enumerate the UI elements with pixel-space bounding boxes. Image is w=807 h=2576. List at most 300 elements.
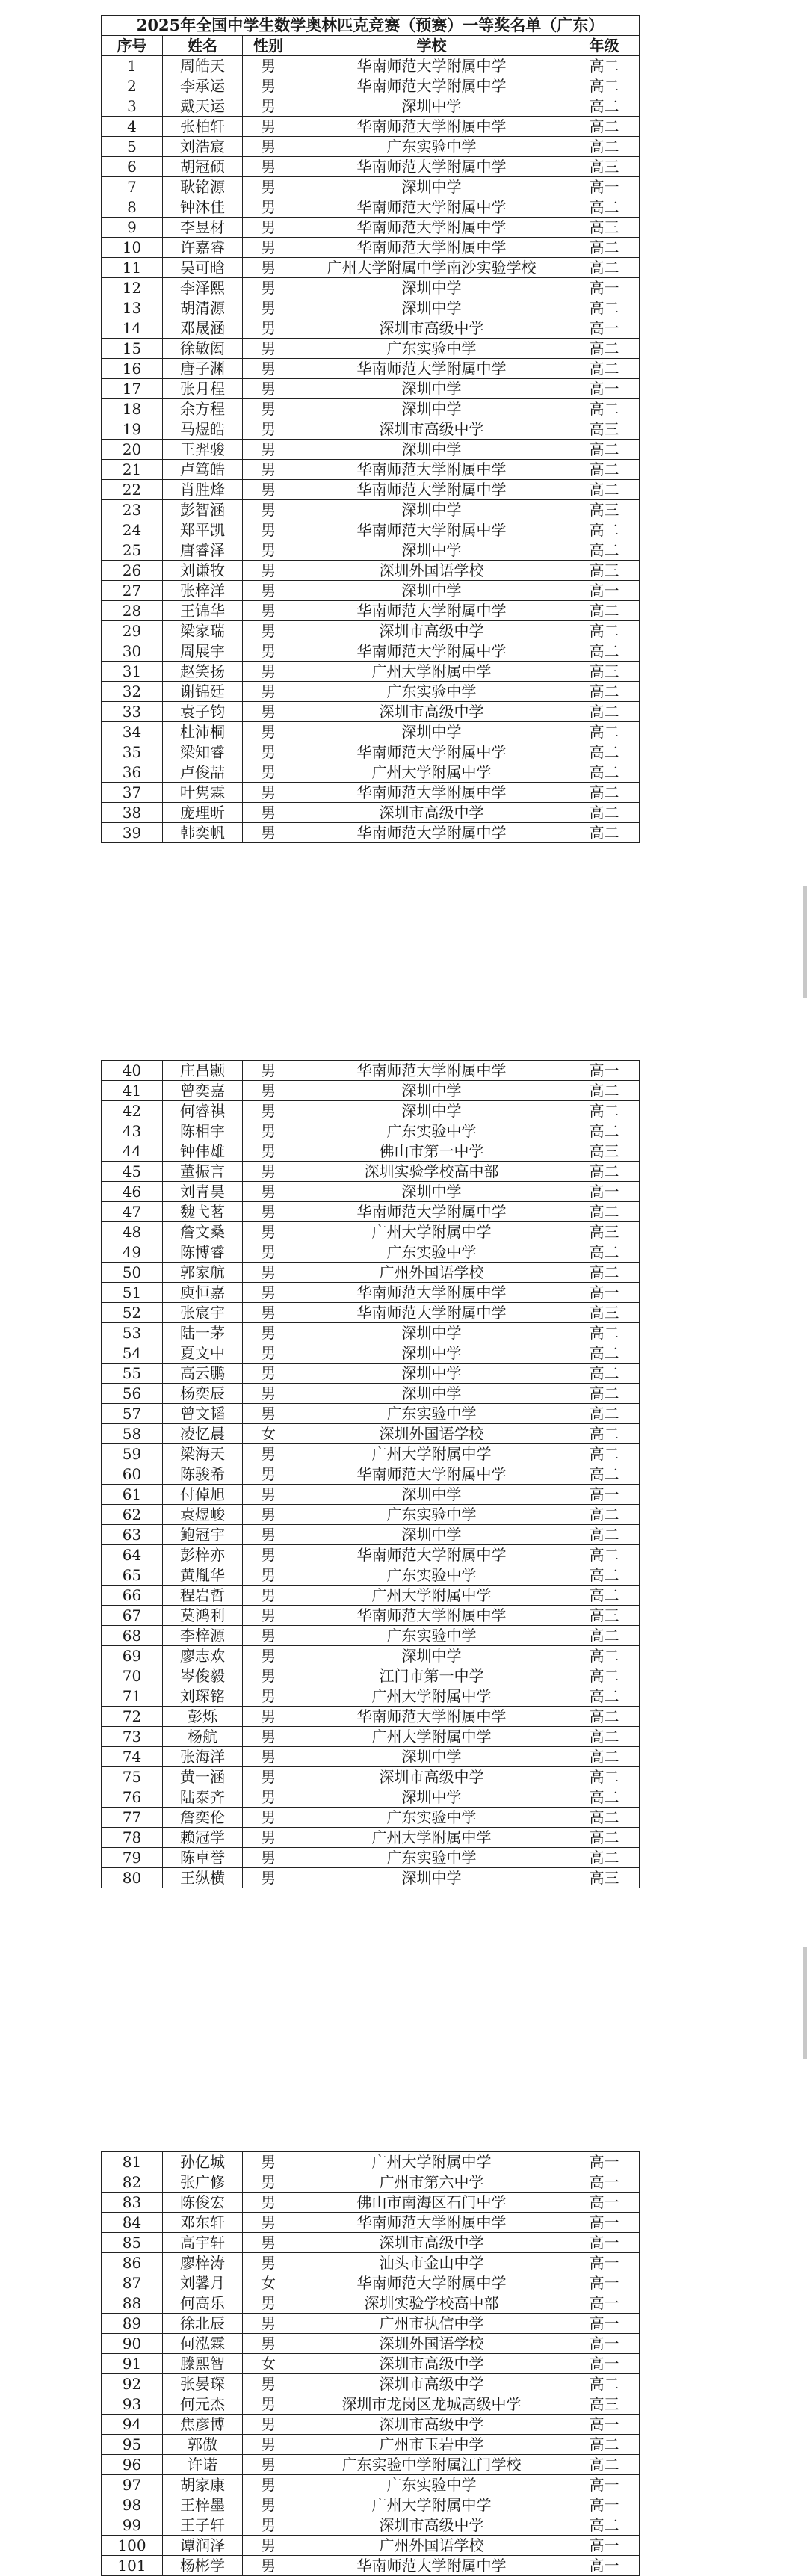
cell-grade: 高二 (569, 1101, 640, 1121)
cell-gender: 男 (243, 117, 294, 137)
cell-no: 66 (102, 1586, 163, 1606)
cell-gender: 男 (243, 440, 294, 460)
cell-no: 29 (102, 621, 163, 641)
cell-gender: 男 (243, 1404, 294, 1424)
table-row (102, 339, 640, 359)
cell-gender: 男 (243, 2152, 294, 2172)
cell-grade: 高二 (569, 1263, 640, 1283)
cell-grade: 高三 (569, 561, 640, 581)
table-row (102, 2435, 640, 2455)
cell-no: 2 (102, 76, 163, 96)
header-name: 姓名 (163, 36, 243, 56)
cell-no: 81 (102, 2152, 163, 2172)
cell-gender: 男 (243, 76, 294, 96)
table-row (102, 1283, 640, 1303)
cell-no: 80 (102, 1868, 163, 1888)
cell-gender: 男 (243, 1727, 294, 1747)
cell-grade: 高二 (569, 1747, 640, 1767)
cell-grade: 高二 (569, 1808, 640, 1828)
cell-name: 孙亿城 (163, 2152, 243, 2172)
cell-school: 广东实验中学 (294, 1848, 569, 1868)
cell-gender: 男 (243, 1141, 294, 1162)
cell-school: 广州大学附属中学 (294, 1828, 569, 1848)
cell-name: 钟伟雄 (163, 1141, 243, 1162)
cell-no: 96 (102, 2455, 163, 2475)
scroll-indicator[interactable] (803, 886, 807, 998)
table-row (102, 702, 640, 722)
cell-grade: 高三 (569, 218, 640, 238)
cell-grade: 高二 (569, 480, 640, 500)
cell-school: 华南师范大学附属中学 (294, 2213, 569, 2233)
cell-school: 深圳中学 (294, 1384, 569, 1404)
table-row (102, 1404, 640, 1424)
cell-grade: 高二 (569, 1545, 640, 1565)
table-row (102, 2233, 640, 2253)
table-row (102, 1808, 640, 1828)
cell-no: 72 (102, 1707, 163, 1727)
cell-name: 何高乐 (163, 2293, 243, 2314)
cell-gender: 女 (243, 2273, 294, 2293)
cell-no: 4 (102, 117, 163, 137)
cell-name: 李承运 (163, 76, 243, 96)
cell-school: 华南师范大学附属中学 (294, 823, 569, 843)
cell-school: 深圳中学 (294, 1485, 569, 1505)
cell-name: 谢锦廷 (163, 682, 243, 702)
cell-grade: 高二 (569, 682, 640, 702)
cell-school: 华南师范大学附属中学 (294, 76, 569, 96)
cell-school: 华南师范大学附属中学 (294, 1545, 569, 1565)
cell-no: 60 (102, 1464, 163, 1485)
cell-gender: 男 (243, 1686, 294, 1707)
cell-no: 31 (102, 662, 163, 682)
cell-no: 34 (102, 722, 163, 742)
cell-school: 华南师范大学附属中学 (294, 117, 569, 137)
cell-school: 深圳市高级中学 (294, 2233, 569, 2253)
cell-school: 华南师范大学附属中学 (294, 56, 569, 76)
cell-school: 深圳市高级中学 (294, 2374, 569, 2394)
award-table-3 (101, 2151, 640, 2576)
cell-gender: 男 (243, 1868, 294, 1888)
table-row (102, 1606, 640, 1626)
cell-name: 钟沐佳 (163, 197, 243, 218)
cell-school: 华南师范大学附属中学 (294, 460, 569, 480)
cell-grade: 高二 (569, 1162, 640, 1182)
scroll-indicator[interactable] (803, 1947, 807, 2059)
cell-no: 85 (102, 2233, 163, 2253)
cell-name: 詹奕伦 (163, 1808, 243, 1828)
cell-school: 广州大学附属中学 (294, 662, 569, 682)
cell-name: 滕熙智 (163, 2354, 243, 2374)
table-row (102, 1787, 640, 1808)
table-row (102, 1182, 640, 1202)
cell-gender: 男 (243, 1626, 294, 1646)
cell-name: 张海洋 (163, 1747, 243, 1767)
cell-name: 廖志欢 (163, 1646, 243, 1666)
cell-no: 36 (102, 762, 163, 783)
cell-grade: 高二 (569, 76, 640, 96)
table-row (102, 1545, 640, 1565)
cell-name: 陈相宇 (163, 1121, 243, 1141)
cell-grade: 高二 (569, 1525, 640, 1545)
cell-name: 廖梓涛 (163, 2253, 243, 2273)
cell-school: 深圳中学 (294, 440, 569, 460)
cell-gender: 男 (243, 500, 294, 520)
cell-name: 陈俊宏 (163, 2193, 243, 2213)
cell-school: 华南师范大学附属中学 (294, 359, 569, 379)
cell-no: 7 (102, 177, 163, 197)
cell-school: 深圳中学 (294, 540, 569, 561)
cell-no: 14 (102, 318, 163, 339)
cell-name: 梁家瑞 (163, 621, 243, 641)
cell-name: 杜沛桐 (163, 722, 243, 742)
cell-grade: 高二 (569, 1464, 640, 1485)
cell-school: 深圳实验学校高中部 (294, 1162, 569, 1182)
cell-no: 79 (102, 1848, 163, 1868)
header-no: 序号 (102, 36, 163, 56)
cell-name: 袁子钧 (163, 702, 243, 722)
cell-grade: 高二 (569, 1646, 640, 1666)
cell-gender: 男 (243, 783, 294, 803)
table-row (102, 1303, 640, 1323)
cell-grade: 高一 (569, 278, 640, 298)
table-row (102, 379, 640, 399)
cell-grade: 高一 (569, 2495, 640, 2515)
table-row (102, 2455, 640, 2475)
cell-no: 52 (102, 1303, 163, 1323)
cell-no: 22 (102, 480, 163, 500)
cell-grade: 高三 (569, 500, 640, 520)
cell-name: 夏文中 (163, 1343, 243, 1364)
cell-school: 华南师范大学附属中学 (294, 1707, 569, 1727)
cell-no: 71 (102, 1686, 163, 1707)
table-row (102, 500, 640, 520)
cell-school: 深圳市高级中学 (294, 702, 569, 722)
cell-gender: 男 (243, 56, 294, 76)
table-row (102, 137, 640, 157)
table-row (102, 1586, 640, 1606)
cell-name: 梁海天 (163, 1444, 243, 1464)
cell-gender: 男 (243, 258, 294, 278)
cell-gender: 男 (243, 1767, 294, 1787)
cell-name: 詹文桑 (163, 1222, 243, 1242)
cell-grade: 高二 (569, 1364, 640, 1384)
cell-school: 深圳中学 (294, 1787, 569, 1808)
cell-gender: 男 (243, 561, 294, 581)
cell-no: 83 (102, 2193, 163, 2213)
cell-grade: 高二 (569, 1444, 640, 1464)
cell-gender: 男 (243, 1586, 294, 1606)
cell-no: 65 (102, 1565, 163, 1586)
cell-gender: 男 (243, 1384, 294, 1404)
cell-no: 37 (102, 783, 163, 803)
header-grade: 年级 (569, 36, 640, 56)
table-row (102, 218, 640, 238)
cell-name: 李泽熙 (163, 278, 243, 298)
cell-school: 深圳中学 (294, 1525, 569, 1545)
cell-name: 王羿骏 (163, 440, 243, 460)
table-title: 2025年全国中学生数学奥林匹克竞赛（预赛）一等奖名单（广东） (102, 16, 640, 36)
table-row (102, 762, 640, 783)
table-row (102, 1444, 640, 1464)
cell-gender: 男 (243, 2334, 294, 2354)
cell-school: 华南师范大学附属中学 (294, 1061, 569, 1081)
cell-grade: 高二 (569, 1848, 640, 1868)
cell-no: 3 (102, 96, 163, 117)
cell-grade: 高二 (569, 823, 640, 843)
cell-gender: 男 (243, 1666, 294, 1686)
cell-name: 肖胜烽 (163, 480, 243, 500)
cell-school: 广东实验中学附属江门学校 (294, 2455, 569, 2475)
cell-school: 深圳中学 (294, 1323, 569, 1343)
table-row (102, 1424, 640, 1444)
cell-no: 16 (102, 359, 163, 379)
cell-no: 20 (102, 440, 163, 460)
cell-grade: 高二 (569, 137, 640, 157)
cell-grade: 高一 (569, 2475, 640, 2495)
cell-gender: 男 (243, 359, 294, 379)
table-row (102, 157, 640, 177)
cell-school: 华南师范大学附属中学 (294, 2556, 569, 2576)
table-row (102, 1061, 640, 1081)
table-row (102, 1868, 640, 1888)
cell-gender: 男 (243, 238, 294, 258)
table-row (102, 1162, 640, 1182)
cell-name: 邓东轩 (163, 2213, 243, 2233)
cell-grade: 高一 (569, 581, 640, 601)
cell-school: 深圳中学 (294, 1101, 569, 1121)
cell-no: 57 (102, 1404, 163, 1424)
cell-name: 卢俊喆 (163, 762, 243, 783)
cell-name: 唐子渊 (163, 359, 243, 379)
cell-grade: 高二 (569, 56, 640, 76)
cell-grade: 高二 (569, 440, 640, 460)
table-row (102, 2152, 640, 2172)
cell-gender: 男 (243, 1323, 294, 1343)
cell-grade: 高二 (569, 460, 640, 480)
cell-name: 高宇轩 (163, 2233, 243, 2253)
table-row (102, 742, 640, 762)
table-row (102, 1767, 640, 1787)
cell-name: 黄胤华 (163, 1565, 243, 1586)
cell-grade: 高一 (569, 2293, 640, 2314)
cell-gender: 男 (243, 2556, 294, 2576)
cell-grade: 高二 (569, 520, 640, 540)
cell-name: 付倬旭 (163, 1485, 243, 1505)
cell-name: 刘馨月 (163, 2273, 243, 2293)
cell-school: 深圳中学 (294, 1364, 569, 1384)
cell-no: 26 (102, 561, 163, 581)
table-row (102, 2253, 640, 2273)
cell-gender: 男 (243, 218, 294, 238)
cell-school: 华南师范大学附属中学 (294, 1303, 569, 1323)
cell-school: 华南师范大学附属中学 (294, 742, 569, 762)
cell-gender: 男 (243, 2495, 294, 2515)
cell-gender: 男 (243, 641, 294, 662)
table-row (102, 520, 640, 540)
cell-name: 陈博睿 (163, 1242, 243, 1263)
table-row (102, 2293, 640, 2314)
cell-gender: 男 (243, 1364, 294, 1384)
table-row (102, 1686, 640, 1707)
cell-gender: 男 (243, 96, 294, 117)
cell-gender: 男 (243, 682, 294, 702)
cell-grade: 高二 (569, 641, 640, 662)
cell-name: 杨奕辰 (163, 1384, 243, 1404)
cell-school: 深圳中学 (294, 1868, 569, 1888)
cell-name: 郭傲 (163, 2435, 243, 2455)
cell-no: 44 (102, 1141, 163, 1162)
cell-school: 广州大学附属中学 (294, 1727, 569, 1747)
header-school: 学校 (294, 36, 569, 56)
table-row (102, 581, 640, 601)
cell-grade: 高二 (569, 722, 640, 742)
cell-grade: 高三 (569, 1222, 640, 1242)
cell-gender: 女 (243, 2354, 294, 2374)
cell-no: 88 (102, 2293, 163, 2314)
table-row (102, 1666, 640, 1686)
table-row (102, 2374, 640, 2394)
cell-school: 深圳中学 (294, 298, 569, 318)
cell-name: 张柏轩 (163, 117, 243, 137)
cell-grade: 高二 (569, 540, 640, 561)
table-row (102, 1202, 640, 1222)
table-row (102, 2515, 640, 2536)
cell-gender: 男 (243, 157, 294, 177)
cell-no: 5 (102, 137, 163, 157)
cell-grade: 高一 (569, 1182, 640, 1202)
cell-name: 彭智涵 (163, 500, 243, 520)
cell-grade: 高一 (569, 379, 640, 399)
cell-no: 33 (102, 702, 163, 722)
table-row (102, 1323, 640, 1343)
cell-gender: 男 (243, 581, 294, 601)
cell-name: 王梓墨 (163, 2495, 243, 2515)
cell-no: 18 (102, 399, 163, 419)
cell-gender: 男 (243, 823, 294, 843)
cell-gender: 男 (243, 1606, 294, 1626)
cell-name: 耿铭源 (163, 177, 243, 197)
cell-no: 25 (102, 540, 163, 561)
cell-gender: 男 (243, 1828, 294, 1848)
cell-no: 78 (102, 1828, 163, 1848)
cell-gender: 男 (243, 460, 294, 480)
cell-school: 汕头市金山中学 (294, 2253, 569, 2273)
award-table-2 (101, 1060, 640, 1888)
cell-school: 广东实验中学 (294, 1242, 569, 1263)
table-row (102, 2314, 640, 2334)
cell-grade: 高二 (569, 1242, 640, 1263)
cell-gender: 男 (243, 1505, 294, 1525)
table-row (102, 177, 640, 197)
table-row (102, 2475, 640, 2495)
cell-grade: 高二 (569, 783, 640, 803)
cell-no: 54 (102, 1343, 163, 1364)
cell-gender: 男 (243, 2374, 294, 2394)
cell-no: 90 (102, 2334, 163, 2354)
table-row (102, 2495, 640, 2515)
cell-school: 佛山市南海区石门中学 (294, 2193, 569, 2213)
cell-grade: 高二 (569, 1666, 640, 1686)
cell-no: 38 (102, 803, 163, 823)
cell-name: 陈骏希 (163, 1464, 243, 1485)
table-row (102, 1485, 640, 1505)
cell-no: 99 (102, 2515, 163, 2536)
cell-gender: 男 (243, 1242, 294, 1263)
table-row (102, 298, 640, 318)
cell-school: 深圳中学 (294, 500, 569, 520)
cell-name: 庾恒嘉 (163, 1283, 243, 1303)
cell-no: 91 (102, 2354, 163, 2374)
cell-name: 陆泰齐 (163, 1787, 243, 1808)
cell-school: 广州市玉岩中学 (294, 2435, 569, 2455)
cell-grade: 高一 (569, 318, 640, 339)
cell-school: 佛山市第一中学 (294, 1141, 569, 1162)
cell-no: 101 (102, 2556, 163, 2576)
cell-name: 周展宇 (163, 641, 243, 662)
cell-no: 64 (102, 1545, 163, 1565)
cell-school: 深圳中学 (294, 379, 569, 399)
cell-grade: 高一 (569, 2334, 640, 2354)
cell-no: 35 (102, 742, 163, 762)
cell-gender: 男 (243, 1162, 294, 1182)
cell-grade: 高二 (569, 238, 640, 258)
cell-no: 50 (102, 1263, 163, 1283)
cell-school: 深圳外国语学校 (294, 2334, 569, 2354)
cell-grade: 高二 (569, 399, 640, 419)
cell-gender: 男 (243, 2435, 294, 2455)
cell-name: 张广修 (163, 2172, 243, 2193)
cell-gender: 男 (243, 1525, 294, 1545)
cell-grade: 高二 (569, 621, 640, 641)
cell-grade: 高二 (569, 1384, 640, 1404)
cell-no: 49 (102, 1242, 163, 1263)
cell-grade: 高二 (569, 96, 640, 117)
cell-school: 华南师范大学附属中学 (294, 1202, 569, 1222)
cell-no: 63 (102, 1525, 163, 1545)
cell-name: 许诺 (163, 2455, 243, 2475)
cell-grade: 高二 (569, 1404, 640, 1424)
cell-gender: 男 (243, 2233, 294, 2253)
table-row (102, 278, 640, 298)
cell-name: 刘青昊 (163, 1182, 243, 1202)
table-row (102, 2193, 640, 2213)
table-row (102, 2213, 640, 2233)
cell-gender: 男 (243, 1848, 294, 1868)
cell-grade: 高二 (569, 359, 640, 379)
cell-grade: 高二 (569, 1323, 640, 1343)
cell-no: 10 (102, 238, 163, 258)
cell-gender: 男 (243, 399, 294, 419)
cell-school: 广东实验中学 (294, 1565, 569, 1586)
table-row (102, 1747, 640, 1767)
cell-name: 彭烁 (163, 1707, 243, 1727)
cell-name: 庄昌颢 (163, 1061, 243, 1081)
table-row (102, 1121, 640, 1141)
cell-name: 袁煜峻 (163, 1505, 243, 1525)
cell-name: 何睿祺 (163, 1101, 243, 1121)
cell-school: 广州大学附属中学 (294, 1444, 569, 1464)
cell-gender: 男 (243, 2293, 294, 2314)
cell-grade: 高二 (569, 1767, 640, 1787)
cell-no: 82 (102, 2172, 163, 2193)
cell-name: 赖冠学 (163, 1828, 243, 1848)
cell-gender: 男 (243, 1263, 294, 1283)
cell-name: 曾奕嘉 (163, 1081, 243, 1101)
table-row (102, 783, 640, 803)
table-row (102, 258, 640, 278)
table-row (102, 722, 640, 742)
cell-no: 1 (102, 56, 163, 76)
